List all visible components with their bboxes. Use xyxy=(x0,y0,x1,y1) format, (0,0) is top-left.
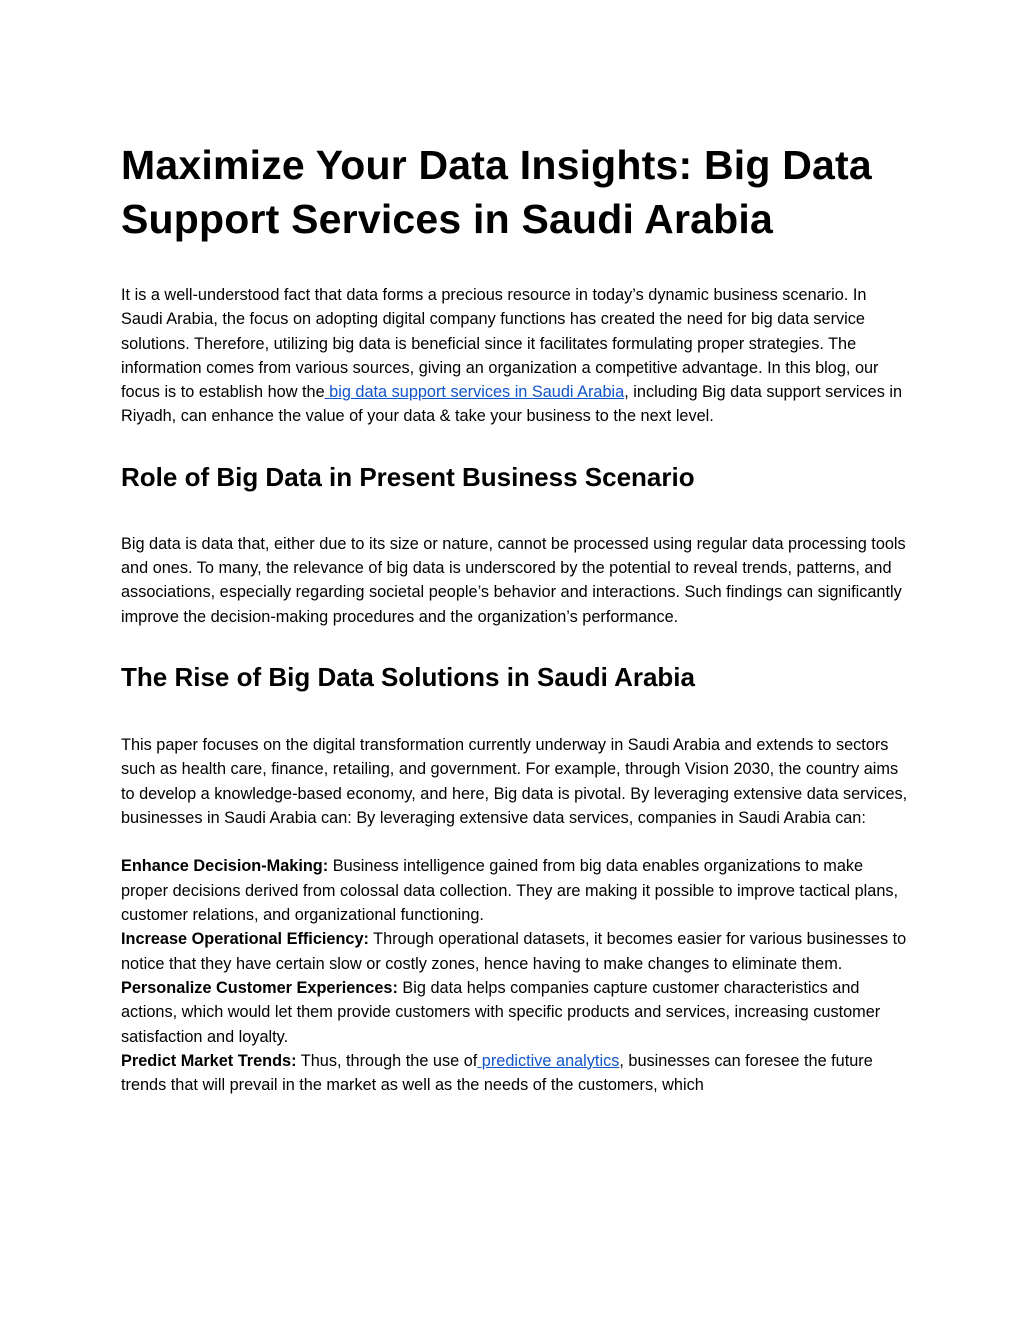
section-heading-role: Role of Big Data in Present Business Scenario xyxy=(121,461,695,492)
benefit-item xyxy=(121,854,911,927)
benefit-item xyxy=(121,1049,911,1098)
benefits-list xyxy=(121,854,911,1097)
predictive-analytics-link[interactable]: predictive analytics xyxy=(477,1051,620,1070)
section-paragraph-rise: This paper focuses on the digital transformation currently underway in Saudi Arabia and extends to sectors such as health care, finance, retailing, and government. For example, through Vision 2030, the country aims to develop a knowledge-based economy, and here, Big data is pivotal. By leveraging extensive data services, businesses in Saudi Arabia can: By leveraging extensive data services, companies in Saudi Arabia can: xyxy=(121,735,908,827)
benefit-text: Business intelligence gained from big data enables organizations to make proper decisions derived from colossal data collection. They are making it possible to improve tactical plans, customer relations, and organizational functioning. xyxy=(121,857,899,925)
benefit-text-before-link: Thus, through the use of xyxy=(296,1051,478,1070)
intro-text-after-link: , including Big data support services in Riyadh, can enhance the value of your data & take your business to the next level. xyxy=(121,383,903,426)
document-page xyxy=(121,138,911,1097)
intro-paragraph xyxy=(121,283,911,429)
intro-text-before-link: It is a well-understood fact that data forms a precious resource in today’s dynamic business scenario. In Saudi Arabia, the focus on adopting digital company functions has created the need for big data service solutions. Therefore, utilizing big data is beneficial since it facilitates formulating proper strategies. The information comes from various sources, giving an organization a competitive advantage. In this blog, our focus is to establish how the xyxy=(121,286,879,402)
benefit-label: Enhance Decision-Making: xyxy=(121,857,329,876)
page-title: Maximize Your Data Insights: Big Data Support Services in Saudi Arabia xyxy=(121,142,872,242)
section-heading-rise: The Rise of Big Data Solutions in Saudi Arabia xyxy=(121,661,695,692)
benefit-text: Big data helps companies capture customer characteristics and actions, which would let them provide customers with specific products and services, increasing customer satisfaction and loyalty. xyxy=(121,978,881,1046)
benefit-item xyxy=(121,976,911,1049)
benefit-text-after-link: , businesses can foresee the future trends that will prevail in the market as well as the needs of the customers, which xyxy=(121,1051,873,1095)
benefit-text: Through operational datasets, it becomes easier for various businesses to notice that they have certain slow or costly zones, hence having to make changes to eliminate them. xyxy=(121,930,907,973)
benefit-label: Predict Market Trends: xyxy=(121,1051,297,1070)
benefit-label: Personalize Customer Experiences: xyxy=(121,978,398,997)
benefit-label: Increase Operational Efficiency: xyxy=(121,930,369,949)
section-paragraph-role: Big data is data that, either due to its size or nature, cannot be processed using regular data processing tools and ones. To many, the relevance of big data is underscored by the potential to reveal trends, patterns, and associations, especially regarding societal people’s behavior and interactions. Such findings can significantly improve the decision-making procedures and the organization’s performance. xyxy=(121,534,906,626)
big-data-support-link[interactable]: big data support services in Saudi Arabia xyxy=(324,383,625,402)
benefit-item xyxy=(121,927,911,976)
